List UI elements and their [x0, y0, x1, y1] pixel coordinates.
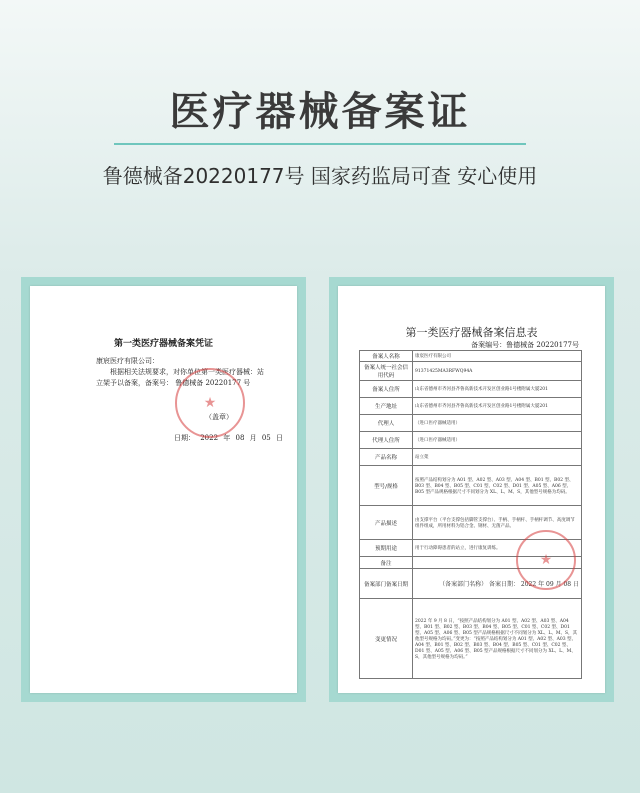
field-label: 变更情况	[360, 599, 413, 679]
field-value: （进口医疗器械适用）	[413, 432, 582, 449]
field-value: 2022 年 9 月 8 日，“按照产品结构划分为 A01 型、A02 型、A03 型、A04 型、B01 型、B02 型、B03 型、B04 型、B05 型、C01 型、C02 型、D01 型、A05 型、A06 型、B05 型产品规格根据尺寸不同划分为 XL、L、M、S，其他型号规格为均码。”变更为：“按照产品结构划分为 A01 型、A02 型、A03 型、A04 型、B01 型、B02 型、B03 型、B04 型、B05 型、C01 型、C02 型、D01 型、A05 型、A06 型、B05 型产品规格根据尺寸不同划分为 XL、L、M、S，其他型号规格为均码。”	[413, 599, 582, 679]
page-title: 医疗器械备案证	[169, 89, 471, 135]
right-cert-record-number: 备案编号：鲁德械备 20220177号	[471, 341, 579, 349]
official-seal-icon: ★	[175, 368, 245, 438]
left-certificate	[30, 286, 297, 693]
field-value: 山东省德州市齐河县齐鲁高新技术开发区创业路1号楼附属大厦201	[413, 381, 582, 398]
field-label: 生产地址	[360, 398, 413, 415]
table-row	[360, 466, 582, 506]
left-cert-heading: 第一类医疗器械备案凭证	[113, 339, 213, 349]
title-divider	[114, 143, 526, 145]
table-row	[360, 599, 582, 679]
field-label: 代理人住所	[360, 432, 413, 449]
field-label: 备案人统一社会信用代码	[360, 362, 413, 381]
table-row	[360, 381, 582, 398]
field-label: 备注	[360, 557, 413, 569]
field-value: 按照产品结构划分为 A01 型、A02 型、A03 型、A04 型、B01 型、B02 型、B03 型、B04 型、B05 型、C01 型、C02 型、D01 型、A05 型、A06 型、B05 型产品规格根据尺寸不同划分为 XL、L、M、S，其他型号规格为均码。	[413, 466, 582, 506]
field-label: 产品名称	[360, 449, 413, 466]
right-certificate-frame	[329, 277, 614, 702]
field-value: （进口医疗器械适用）	[413, 415, 582, 432]
field-label: 代理人	[360, 415, 413, 432]
field-value: 康宸医疗有限公司	[413, 351, 582, 362]
table-row	[360, 351, 582, 362]
left-cert-company: 康宸医疗有限公司：	[96, 357, 159, 365]
field-value: 由支撑平台（平台支撑包括脚管支撑台）、手柄、手柄杆、手柄杆调节、高度调节组件组成，所用材料为铝合金、钢材、无菌产品。	[413, 506, 582, 540]
field-label: 备案部门备案日期	[360, 569, 413, 599]
field-label: 预期用途	[360, 540, 413, 557]
table-row	[360, 398, 582, 415]
page-subtitle: 鲁德械备20220177号 国家药监局可查 安心使用	[102, 164, 538, 188]
field-label: 备案人名称	[360, 351, 413, 362]
table-row	[360, 415, 582, 432]
left-certificate-frame	[21, 277, 306, 702]
left-cert-date: 日期： 2022 年 08 月 05 日	[174, 434, 283, 442]
right-certificate	[338, 286, 605, 693]
official-seal-icon: ★	[516, 530, 576, 590]
right-cert-heading: 第一类医疗器械备案信息表	[405, 326, 538, 339]
info-table	[359, 350, 582, 679]
table-row	[360, 362, 582, 381]
field-label: 备案人住所	[360, 381, 413, 398]
field-value: 站立架	[413, 449, 582, 466]
field-value: 91371425MA3RFWQ94A	[413, 362, 582, 381]
left-cert-seal-note: （盖章）	[205, 413, 233, 421]
table-row	[360, 432, 582, 449]
field-value: 山东省德州市齐河县齐鲁高新技术开发区创业路1号楼附属大厦201	[413, 398, 582, 415]
field-label: 型号/规格	[360, 466, 413, 506]
field-value: （备案部门名称） 备案日期： 2022 年 09 月 08 日	[413, 569, 582, 599]
table-row	[360, 449, 582, 466]
field-label: 产品描述	[360, 506, 413, 540]
left-cert-body: 根据相关法规要求，对你单位第一类医疗器械：站立架予以备案，备案号： 鲁德械备 20220177 号	[96, 368, 264, 387]
field-value: 用于行动障碍患者的站立，进行康复训练。	[413, 540, 582, 557]
